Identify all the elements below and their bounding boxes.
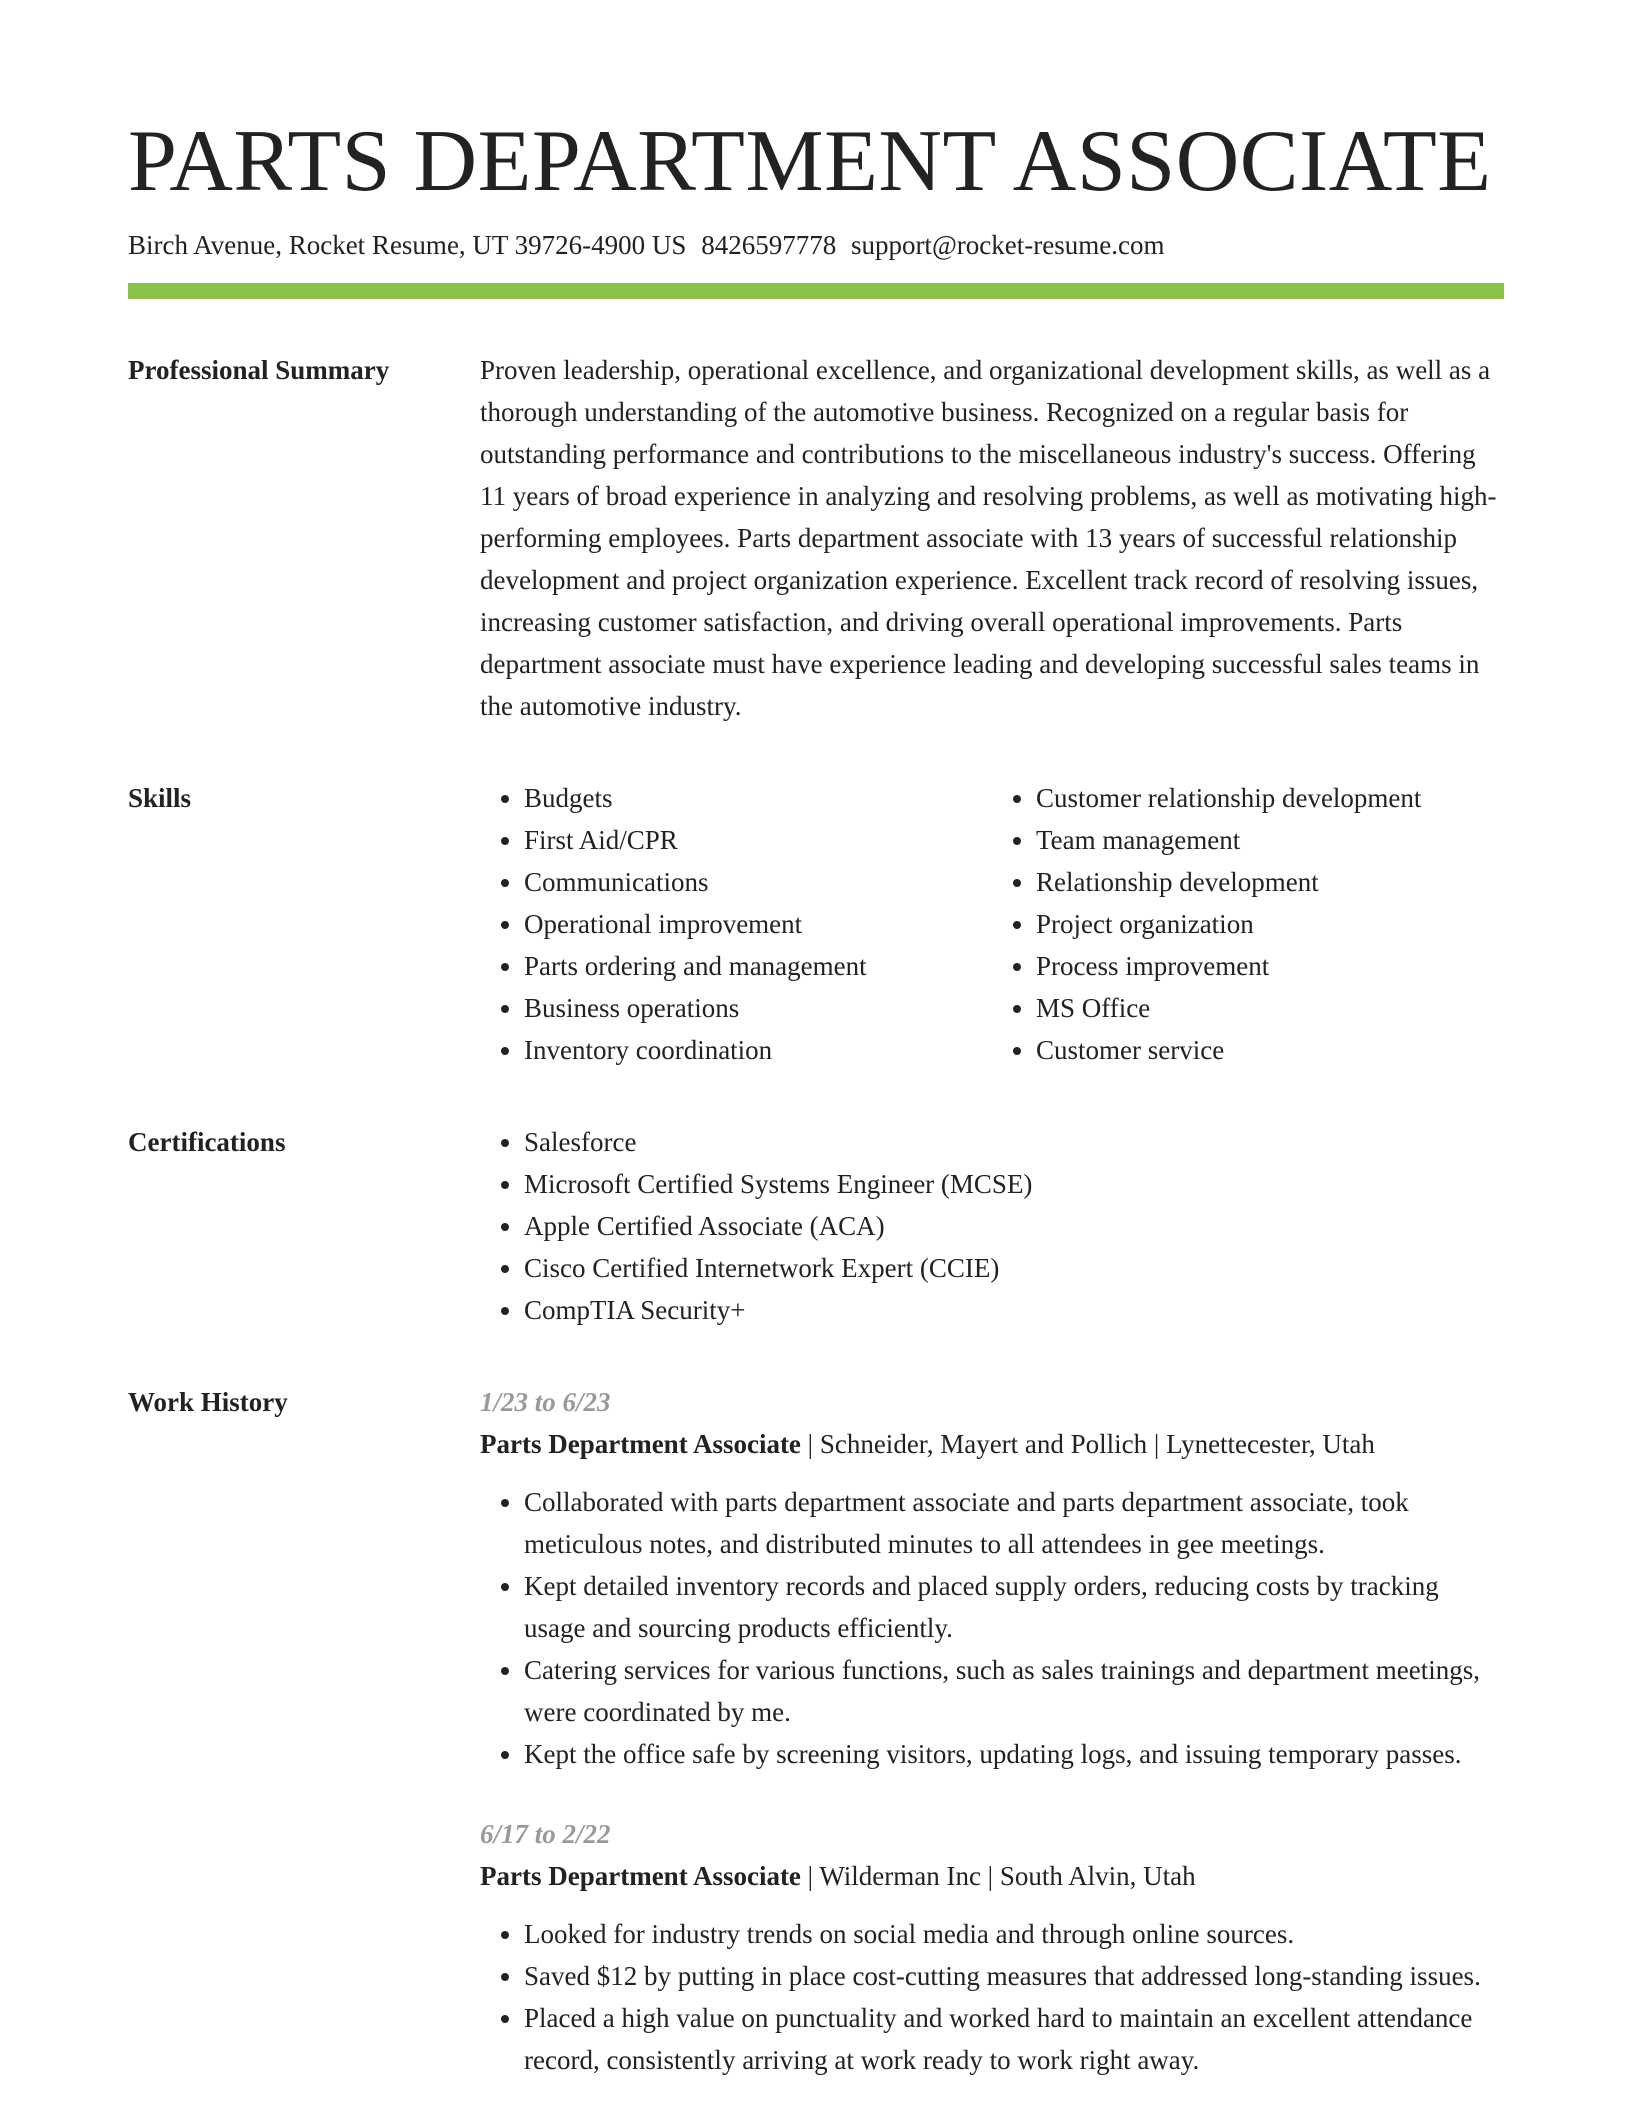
accent-divider: [128, 283, 1504, 299]
skills-list-right: [992, 777, 1504, 1071]
skill-item: • Customer service: [1036, 1029, 1504, 1071]
certifications-heading: Certifications: [128, 1127, 286, 1158]
job-bullets: [480, 1481, 1504, 1775]
job-bullet: • Kept the office safe by screening visitors, updating logs, and issuing temporary passes.: [524, 1733, 1504, 1775]
contact-phone: 8426597778: [701, 230, 837, 260]
summary-heading: Professional Summary: [128, 355, 390, 386]
skill-item: • Business operations: [524, 987, 992, 1029]
skill-item: • Operational improvement: [524, 903, 992, 945]
contact-line: [128, 228, 1504, 263]
skill-item: • First Aid/CPR: [524, 819, 992, 861]
skills-heading: Skills: [128, 783, 192, 814]
job-heading: [480, 1855, 1504, 1897]
job-dates: 6/17 to 2/22: [480, 1819, 611, 1850]
summary-text: Proven leadership, operational excellence, and organizational development skills, as well as a thorough understanding of the automotive business. Recognized on a regular basis for outstanding performance and contributions to the miscellaneous industry's success. Offering 11 years of broad experience in analyzing and resolving problems, as well as motivating high-performing employees. Parts department associate with 13 years of successful relationship development and project organization experience. Excellent track record of resolving issues, increasing customer satisfaction, and driving overall operational improvements. Parts department associate must have experience leading and developing successful sales teams in the automotive industry.: [480, 355, 1497, 722]
job-entry: [480, 1381, 1504, 1775]
contact-address: Birch Avenue, Rocket Resume, UT 39726-4900 US: [128, 230, 687, 260]
work-history-heading: Work History: [128, 1387, 288, 1418]
skill-item: • Customer relationship development: [1036, 777, 1504, 819]
job-bullet: • Kept detailed inventory records and placed supply orders, reducing costs by tracking usage and sourcing products efficiently.: [524, 1565, 1504, 1649]
certifications-list: [480, 1121, 1504, 1331]
certification-item: • CompTIA Security+: [524, 1289, 1504, 1331]
job-dates: 1/23 to 6/23: [480, 1387, 611, 1418]
job-bullets: [480, 1913, 1504, 2081]
skill-item: • Relationship development: [1036, 861, 1504, 903]
job-entry: [480, 1813, 1504, 2081]
job-title: Parts Department Associate: [480, 1429, 801, 1460]
certification-item: • Cisco Certified Internetwork Expert (CCIE): [524, 1247, 1504, 1289]
job-heading: [480, 1423, 1504, 1465]
work-history-section: [128, 1381, 1504, 2119]
job-bullet: • Placed a high value on punctuality and worked hard to maintain an excellent attendance record, consistently arriving at work ready to work right away.: [524, 1997, 1504, 2081]
job-title: Parts Department Associate: [480, 1861, 801, 1892]
skills-section: [128, 777, 1504, 1071]
skill-item: • Team management: [1036, 819, 1504, 861]
certification-item: • Salesforce: [524, 1121, 1504, 1163]
skill-item: • Parts ordering and management: [524, 945, 992, 987]
skill-item: • Communications: [524, 861, 992, 903]
certification-item: • Apple Certified Associate (ACA): [524, 1205, 1504, 1247]
skills-list-left: [480, 777, 992, 1071]
certification-item: • Microsoft Certified Systems Engineer (MCSE): [524, 1163, 1504, 1205]
skill-item: • MS Office: [1036, 987, 1504, 1029]
contact-email: support@rocket-resume.com: [850, 230, 1165, 260]
resume-title: PARTS DEPARTMENT ASSOCIATE: [128, 113, 1492, 210]
job-details: | Schneider, Mayert and Pollich | Lynettecester, Utah: [800, 1429, 1375, 1460]
job-bullet: • Saved $12 by putting in place cost-cutting measures that addressed long-standing issues.: [524, 1955, 1504, 1997]
skill-item: • Project organization: [1036, 903, 1504, 945]
job-bullet: • Collaborated with parts department associate and parts department associate, took meticulous notes, and distributed minutes to all attendees in gee meetings.: [524, 1481, 1504, 1565]
skill-item: • Process improvement: [1036, 945, 1504, 987]
job-bullet: • Catering services for various functions, such as sales trainings and department meetings, were coordinated by me.: [524, 1649, 1504, 1733]
certifications-section: [128, 1121, 1504, 1331]
summary-section: [128, 349, 1504, 727]
skill-item: • Inventory coordination: [524, 1029, 992, 1071]
job-details: | Wilderman Inc | South Alvin, Utah: [800, 1861, 1196, 1892]
skill-item: • Budgets: [524, 777, 992, 819]
job-bullet: • Looked for industry trends on social media and through online sources.: [524, 1913, 1504, 1955]
